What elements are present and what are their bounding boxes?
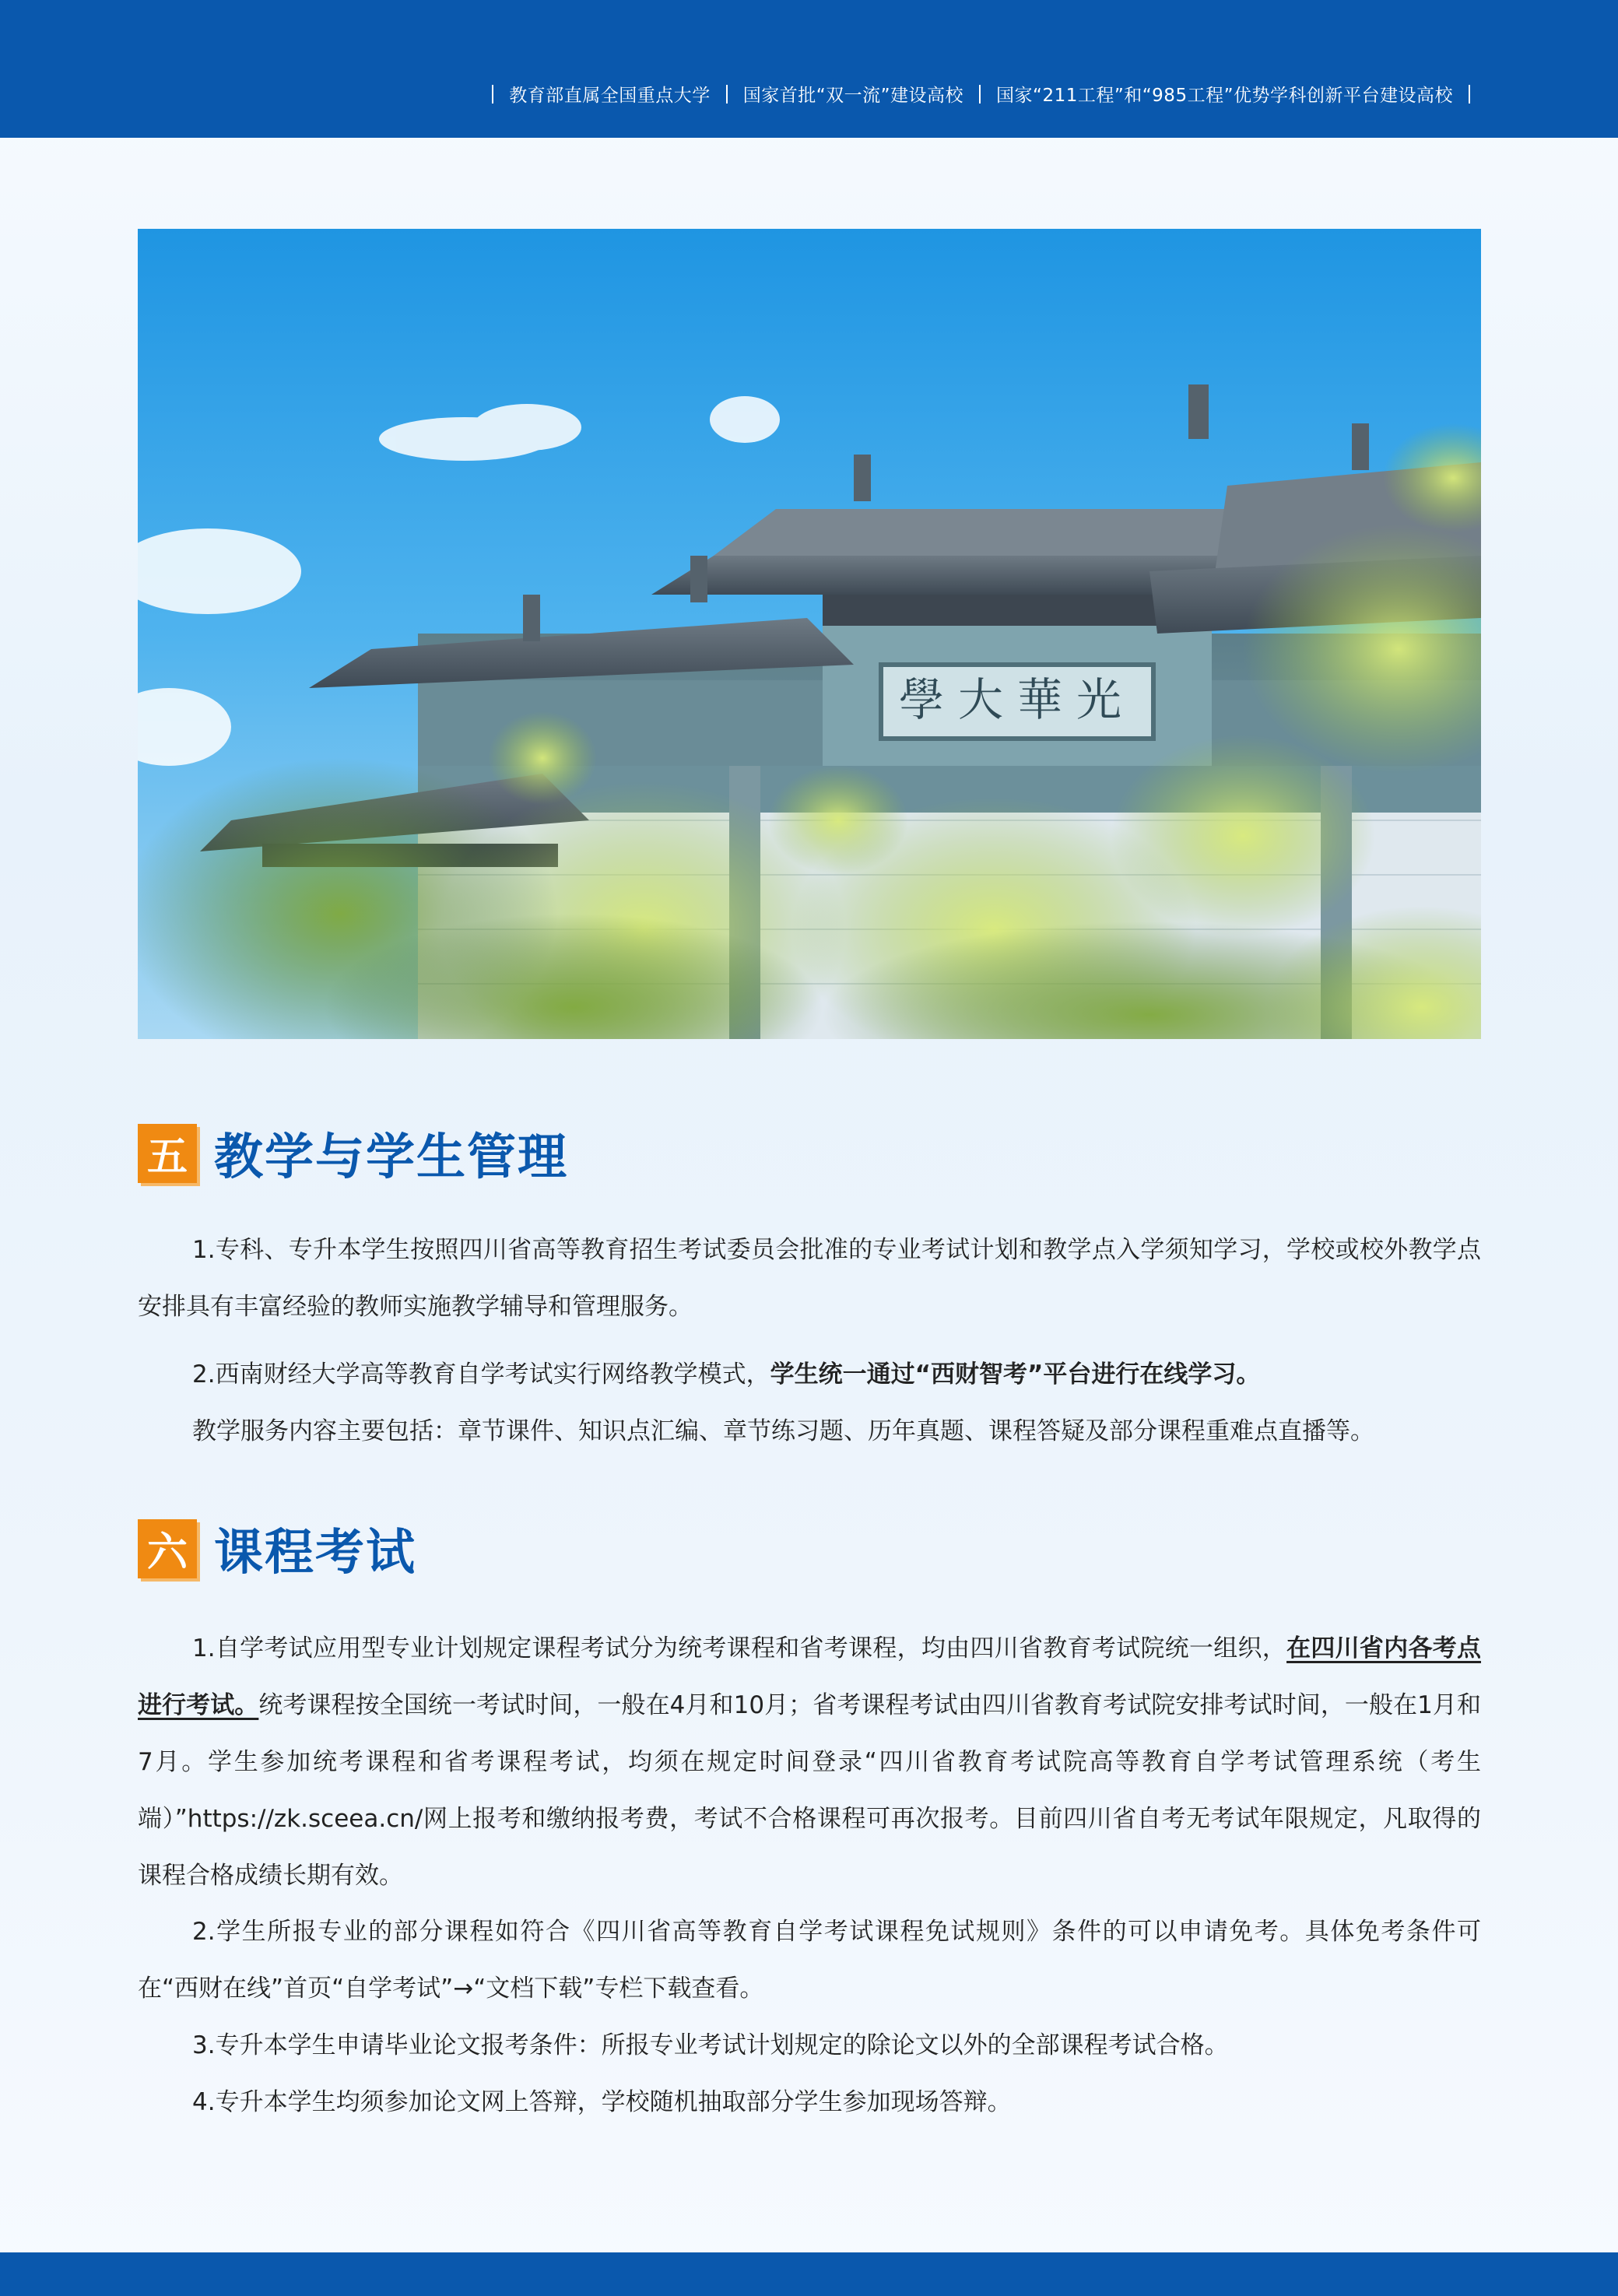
section-heading-5 <box>138 1118 568 1188</box>
paragraph-text: 教学服务内容主要包括：章节课件、知识点汇编、章节练习题、历年真题、课程答疑及部分课程重难点直播等。 <box>192 1417 1374 1445</box>
paragraph-text: 2.西南财经大学高等教育自学考试实行网络教学模式， <box>192 1360 770 1388</box>
tagline-1: 教育部直属全国重点大学 <box>509 86 711 106</box>
header-bar <box>0 0 1618 138</box>
paragraph-bold-text: 学生统一通过“西财智考”平台进行在线学习。 <box>770 1360 1261 1388</box>
tagline-divider <box>1469 85 1470 104</box>
paragraph-text: 1.专科、专升本学生按照四川省高等教育招生考试委员会批准的专业考试计划和教学点入学须知学习，学校或校外教学点安排具有丰富经验的教师实施教学辅导和管理服务。 <box>138 1236 1481 1321</box>
section-number-badge: 六 <box>138 1519 197 1578</box>
tagline-divider <box>726 85 728 104</box>
section-title: 教学与学生管理 <box>214 1128 568 1185</box>
tagline-divider <box>979 85 981 104</box>
paragraph-text: 1.自学考试应用型专业计划规定课程考试分为统考课程和省考课程，均由四川省教育考试院统一组织， <box>192 1634 1287 1662</box>
section6-paragraph-2 <box>138 1904 1481 2017</box>
section5-paragraph-3 <box>138 1403 1481 1460</box>
paragraph-text: 4.专升本学生均须参加论文网上答辩，学校随机抽取部分学生参加现场答辩。 <box>192 2088 1012 2116</box>
tagline-2: 国家首批“双一流”建设高校 <box>742 86 964 106</box>
section5-paragraph-2 <box>138 1346 1481 1403</box>
section-heading-6 <box>138 1513 416 1584</box>
section5-paragraph-1 <box>138 1222 1481 1336</box>
section6-paragraph-1 <box>138 1620 1481 1905</box>
section-title: 课程考试 <box>214 1523 416 1581</box>
paragraph-text: 3.专升本学生申请毕业论文报考条件：所报专业考试计划规定的除论文以外的全部课程考试合格。 <box>192 2031 1229 2059</box>
tagline-divider <box>492 85 493 104</box>
paragraph-text: 统考课程按全国统一考试时间，一般在4月和10月；省考课程考试由四川省教育考试院安排考试时间，一般在1月和7月。学生参加统考课程和省考课程考试，均须在规定时间登录“四川省教育考试院高等教育自学考试管理系统（考生端）”https://zk.sceea.cn/网上报考和缴纳报考费，考试不合格课程可再次报考。目前四川省自考无考试年限规定，凡取得的课程合格成绩长期有效。 <box>138 1691 1481 1890</box>
paragraph-text: 2.学生所报专业的部分课程如符合《四川省高等教育自学考试课程免试规则》条件的可以申请免考。具体免考条件可在“西财在线”首页“自学考试”→“文档下载”专栏下载查看。 <box>138 1918 1481 2003</box>
footer-bar <box>0 2252 1618 2296</box>
header-taglines <box>476 81 1486 107</box>
section6-paragraph-4 <box>138 2074 1481 2131</box>
campus-gate-photo <box>138 229 1481 1039</box>
section-number-badge: 五 <box>138 1124 197 1183</box>
section6-paragraph-3 <box>138 2017 1481 2074</box>
plaque-text: 學大華光 <box>898 673 1136 726</box>
paragraph-underlined-text: 在四川省内各考点进行考试。 <box>138 1634 1482 1719</box>
tagline-3: 国家“211工程”和“985工程”优势学科创新平台建设高校 <box>996 86 1453 106</box>
